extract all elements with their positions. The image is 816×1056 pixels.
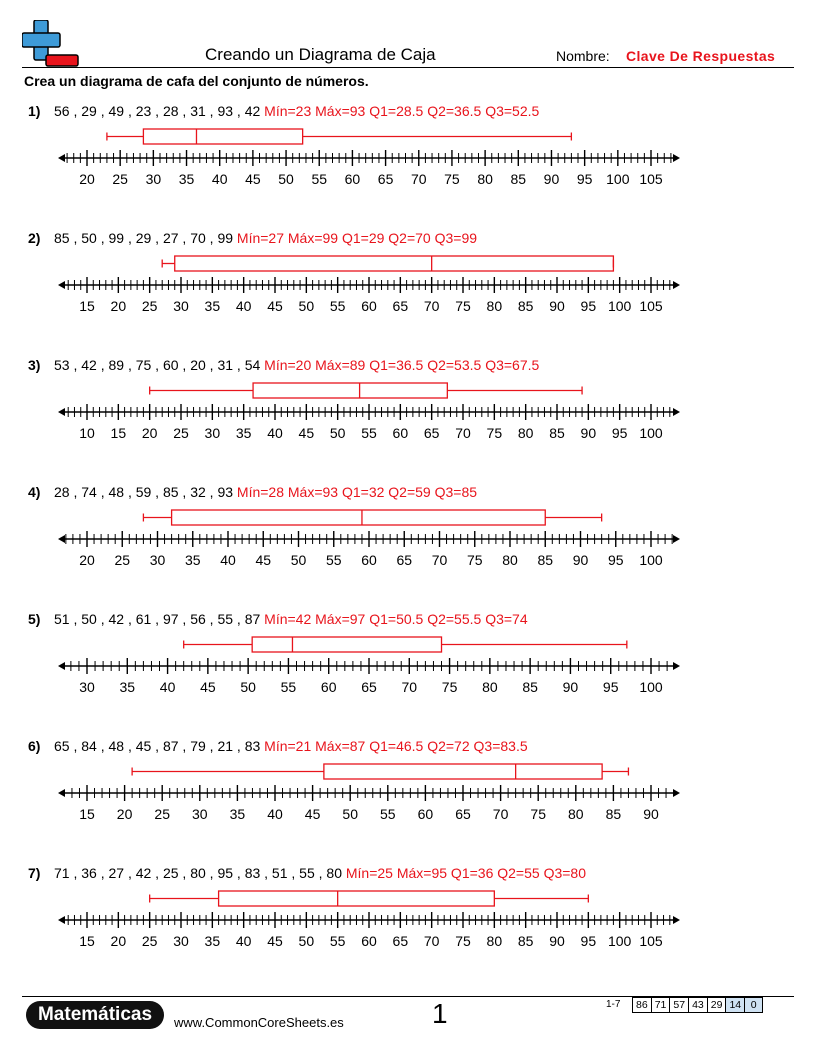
problem-7 [0, 865, 816, 985]
tick-label: 90 [580, 425, 597, 441]
quartile-box [219, 891, 495, 906]
problem-5 [0, 611, 816, 731]
arrow-right-icon [673, 662, 680, 670]
tick-label: 80 [568, 806, 584, 822]
tick-label: 25 [141, 933, 158, 949]
tick-label: 85 [522, 679, 538, 695]
tick-label: 70 [401, 679, 418, 695]
tick-label: 95 [576, 171, 593, 187]
tick-label: 65 [396, 552, 413, 568]
tick-label: 30 [145, 171, 162, 187]
tick-label: 35 [178, 171, 195, 187]
problem-numbers: 56 , 29 , 49 , 23 , 28 , 31 , 93 , 42 [54, 103, 261, 119]
tick-label: 20 [110, 298, 127, 314]
arrow-right-icon [673, 154, 680, 162]
tick-label: 40 [211, 171, 228, 187]
box-plot-number-line [0, 484, 816, 574]
instructions: Crea un diagrama de cafa del conjunto de números. [24, 73, 369, 89]
score-table [632, 997, 763, 1013]
tick-label: 60 [320, 679, 337, 695]
tick-label: 40 [267, 806, 283, 822]
tick-label: 15 [79, 806, 95, 822]
tick-label: 30 [149, 552, 166, 568]
tick-label: 95 [580, 298, 597, 314]
arrow-right-icon [673, 789, 680, 797]
tick-label: 20 [116, 806, 133, 822]
problem-answer: Mín=20 Máx=89 Q1=36.5 Q2=53.5 Q3=67.5 [264, 357, 540, 373]
tick-label: 45 [298, 425, 315, 441]
problem-number: 6) [28, 738, 41, 754]
box-plot-number-line [0, 865, 816, 955]
page-number: 1 [432, 998, 448, 1029]
arrow-left-icon [58, 281, 65, 289]
tick-label: 70 [455, 425, 471, 441]
tick-label: 95 [611, 425, 628, 441]
tick-label: 60 [417, 806, 434, 822]
tick-label: 90 [549, 933, 565, 949]
tick-label: 70 [492, 806, 509, 822]
tick-label: 50 [298, 298, 315, 314]
tick-label: 105 [639, 298, 663, 314]
tick-label: 105 [639, 171, 663, 187]
tick-label: 20 [141, 425, 158, 441]
tick-label: 65 [392, 933, 409, 949]
header-divider [22, 67, 794, 68]
tick-label: 50 [290, 552, 307, 568]
tick-label: 50 [240, 679, 256, 695]
problem-answer: Mín=25 Máx=95 Q1=36 Q2=55 Q3=80 [345, 865, 586, 881]
tick-label: 75 [530, 806, 546, 822]
tick-label: 75 [441, 679, 458, 695]
tick-label: 80 [482, 679, 498, 695]
arrow-left-icon [58, 916, 65, 924]
tick-label: 50 [342, 806, 358, 822]
problem-1 [0, 103, 816, 223]
tick-label: 100 [639, 425, 663, 441]
score-cell: 57 [670, 998, 689, 1012]
tick-label: 95 [580, 933, 597, 949]
quartile-box [175, 256, 614, 271]
tick-label: 15 [79, 298, 95, 314]
tick-label: 90 [643, 806, 659, 822]
tick-label: 50 [278, 171, 294, 187]
tick-label: 100 [639, 552, 663, 568]
tick-label: 65 [455, 806, 471, 822]
tick-label: 35 [184, 552, 201, 568]
arrow-left-icon [58, 154, 65, 162]
tick-label: 90 [572, 552, 589, 568]
arrow-left-icon [58, 662, 65, 670]
tick-label: 85 [605, 806, 622, 822]
tick-label: 60 [392, 425, 409, 441]
tick-label: 80 [477, 171, 493, 187]
tick-label: 25 [173, 425, 189, 441]
problem-answer: Mín=42 Máx=97 Q1=50.5 Q2=55.5 Q3=74 [264, 611, 528, 627]
tick-label: 100 [607, 933, 632, 949]
box-plot-number-line [0, 103, 816, 193]
tick-label: 105 [639, 933, 663, 949]
tick-label: 60 [361, 933, 377, 949]
tick-label: 20 [79, 552, 95, 568]
tick-label: 35 [204, 298, 221, 314]
tick-label: 30 [173, 933, 189, 949]
site-url: www.CommonCoreSheets.es [174, 1015, 344, 1030]
tick-label: 75 [455, 933, 471, 949]
arrow-right-icon [673, 916, 680, 924]
problem-answer: Mín=28 Máx=93 Q1=32 Q2=59 Q3=85 [236, 484, 478, 500]
tick-label: 45 [200, 679, 216, 695]
tick-label: 50 [329, 425, 346, 441]
tick-label: 30 [204, 425, 221, 441]
tick-label: 85 [510, 171, 527, 187]
tick-label: 70 [431, 552, 448, 568]
tick-label: 25 [114, 552, 131, 568]
tick-label: 65 [423, 425, 440, 441]
tick-label: 45 [255, 552, 272, 568]
tick-label: 45 [245, 171, 261, 187]
tick-label: 60 [361, 552, 377, 568]
box-plot-number-line [0, 738, 816, 828]
name-value: Clave De Respuestas [626, 48, 776, 64]
problem-number: 3) [28, 357, 41, 373]
arrow-left-icon [58, 789, 65, 797]
tick-label: 80 [517, 425, 534, 441]
arrow-left-icon [58, 535, 65, 543]
tick-label: 100 [606, 171, 630, 187]
tick-label: 15 [79, 933, 95, 949]
tick-label: 30 [173, 298, 189, 314]
tick-label: 55 [329, 933, 346, 949]
quartile-box [172, 510, 546, 525]
problem-number: 5) [28, 611, 41, 627]
tick-label: 95 [602, 679, 619, 695]
problem-numbers: 53 , 42 , 89 , 75 , 60 , 20 , 31 , 54 [54, 357, 261, 373]
tick-label: 25 [112, 171, 128, 187]
quartile-box [324, 764, 602, 779]
tick-label: 75 [444, 171, 460, 187]
box-plot-number-line [0, 357, 816, 447]
tick-label: 45 [267, 298, 283, 314]
tick-label: 60 [361, 298, 377, 314]
tick-label: 90 [549, 298, 565, 314]
tick-label: 40 [235, 933, 252, 949]
tick-label: 55 [325, 552, 342, 568]
problem-number: 2) [28, 230, 41, 246]
problem-answer: Mín=23 Máx=93 Q1=28.5 Q2=36.5 Q3=52.5 [264, 103, 540, 119]
tick-label: 40 [267, 425, 283, 441]
tick-label: 100 [639, 679, 663, 695]
tick-label: 70 [410, 171, 427, 187]
tick-label: 100 [607, 298, 632, 314]
score-cell: 43 [689, 998, 708, 1012]
problem-numbers: 65 , 84 , 48 , 45 , 87 , 79 , 21 , 83 [54, 738, 261, 754]
score-cell: 29 [708, 998, 727, 1012]
tick-label: 95 [607, 552, 624, 568]
tick-label: 50 [298, 933, 315, 949]
tick-label: 75 [455, 298, 471, 314]
tick-label: 65 [377, 171, 394, 187]
tick-label: 85 [517, 933, 534, 949]
quartile-box [252, 637, 441, 652]
problem-number: 4) [28, 484, 41, 500]
problem-numbers: 51 , 50 , 42 , 61 , 97 , 56 , 55 , 87 [54, 611, 261, 627]
arrow-right-icon [673, 281, 680, 289]
tick-label: 10 [79, 425, 95, 441]
problem-answer: Mín=21 Máx=87 Q1=46.5 Q2=72 Q3=83.5 [264, 738, 528, 754]
problem-number: 7) [28, 865, 41, 881]
tick-label: 15 [110, 425, 127, 441]
problem-6 [0, 738, 816, 858]
problem-number: 1) [28, 103, 41, 119]
name-label: Nombre: [556, 48, 610, 64]
problem-2 [0, 230, 816, 350]
tick-label: 35 [119, 679, 136, 695]
score-cell: 86 [633, 998, 652, 1012]
tick-label: 60 [344, 171, 361, 187]
tick-label: 25 [141, 298, 158, 314]
arrow-left-icon [58, 408, 65, 416]
tick-label: 70 [423, 298, 440, 314]
tick-label: 35 [229, 806, 246, 822]
plus-minus-logo-icon [22, 20, 80, 68]
tick-label: 35 [235, 425, 252, 441]
tick-label: 65 [361, 679, 377, 695]
tick-label: 30 [79, 679, 95, 695]
tick-label: 40 [235, 298, 252, 314]
tick-label: 80 [486, 933, 503, 949]
tick-label: 85 [537, 552, 554, 568]
arrow-right-icon [673, 408, 680, 416]
tick-label: 80 [502, 552, 518, 568]
tick-label: 45 [267, 933, 283, 949]
tick-label: 55 [311, 171, 328, 187]
tick-label: 55 [329, 298, 346, 314]
box-plot-number-line [0, 611, 816, 701]
score-cell: 0 [745, 998, 762, 1012]
brand-badge: Matemáticas [26, 1001, 164, 1029]
problem-4 [0, 484, 816, 604]
tick-label: 55 [361, 425, 377, 441]
tick-label: 25 [154, 806, 170, 822]
tick-label: 40 [159, 679, 176, 695]
problem-3 [0, 357, 816, 477]
tick-label: 30 [192, 806, 208, 822]
score-cell: 71 [652, 998, 671, 1012]
tick-label: 85 [517, 298, 534, 314]
tick-label: 20 [110, 933, 127, 949]
tick-label: 75 [466, 552, 483, 568]
problem-answer: Mín=27 Máx=99 Q1=29 Q2=70 Q3=99 [236, 230, 478, 246]
tick-label: 70 [423, 933, 440, 949]
tick-label: 75 [486, 425, 503, 441]
arrow-right-icon [673, 535, 680, 543]
tick-label: 55 [380, 806, 396, 822]
tick-label: 40 [220, 552, 236, 568]
tick-label: 85 [549, 425, 565, 441]
problem-numbers: 28 , 74 , 48 , 59 , 85 , 32 , 93 [54, 484, 234, 500]
problem-numbers: 85 , 50 , 99 , 29 , 27 , 70 , 99 [54, 230, 234, 246]
tick-label: 80 [486, 298, 503, 314]
problem-numbers: 71 , 36 , 27 , 42 , 25 , 80 , 95 , 83 , 51 , 55 , 80 [54, 865, 342, 881]
tick-label: 90 [543, 171, 560, 187]
tick-label: 65 [392, 298, 409, 314]
score-range: 1-7 [606, 999, 621, 1010]
tick-label: 45 [304, 806, 321, 822]
page-title: Creando un Diagrama de Caja [205, 45, 436, 64]
tick-label: 20 [79, 171, 95, 187]
tick-label: 90 [562, 679, 579, 695]
tick-label: 35 [204, 933, 221, 949]
box-plot-number-line [0, 230, 816, 320]
score-cell: 14 [726, 998, 745, 1012]
quartile-box [253, 383, 447, 398]
quartile-box [143, 129, 302, 144]
tick-label: 55 [280, 679, 297, 695]
